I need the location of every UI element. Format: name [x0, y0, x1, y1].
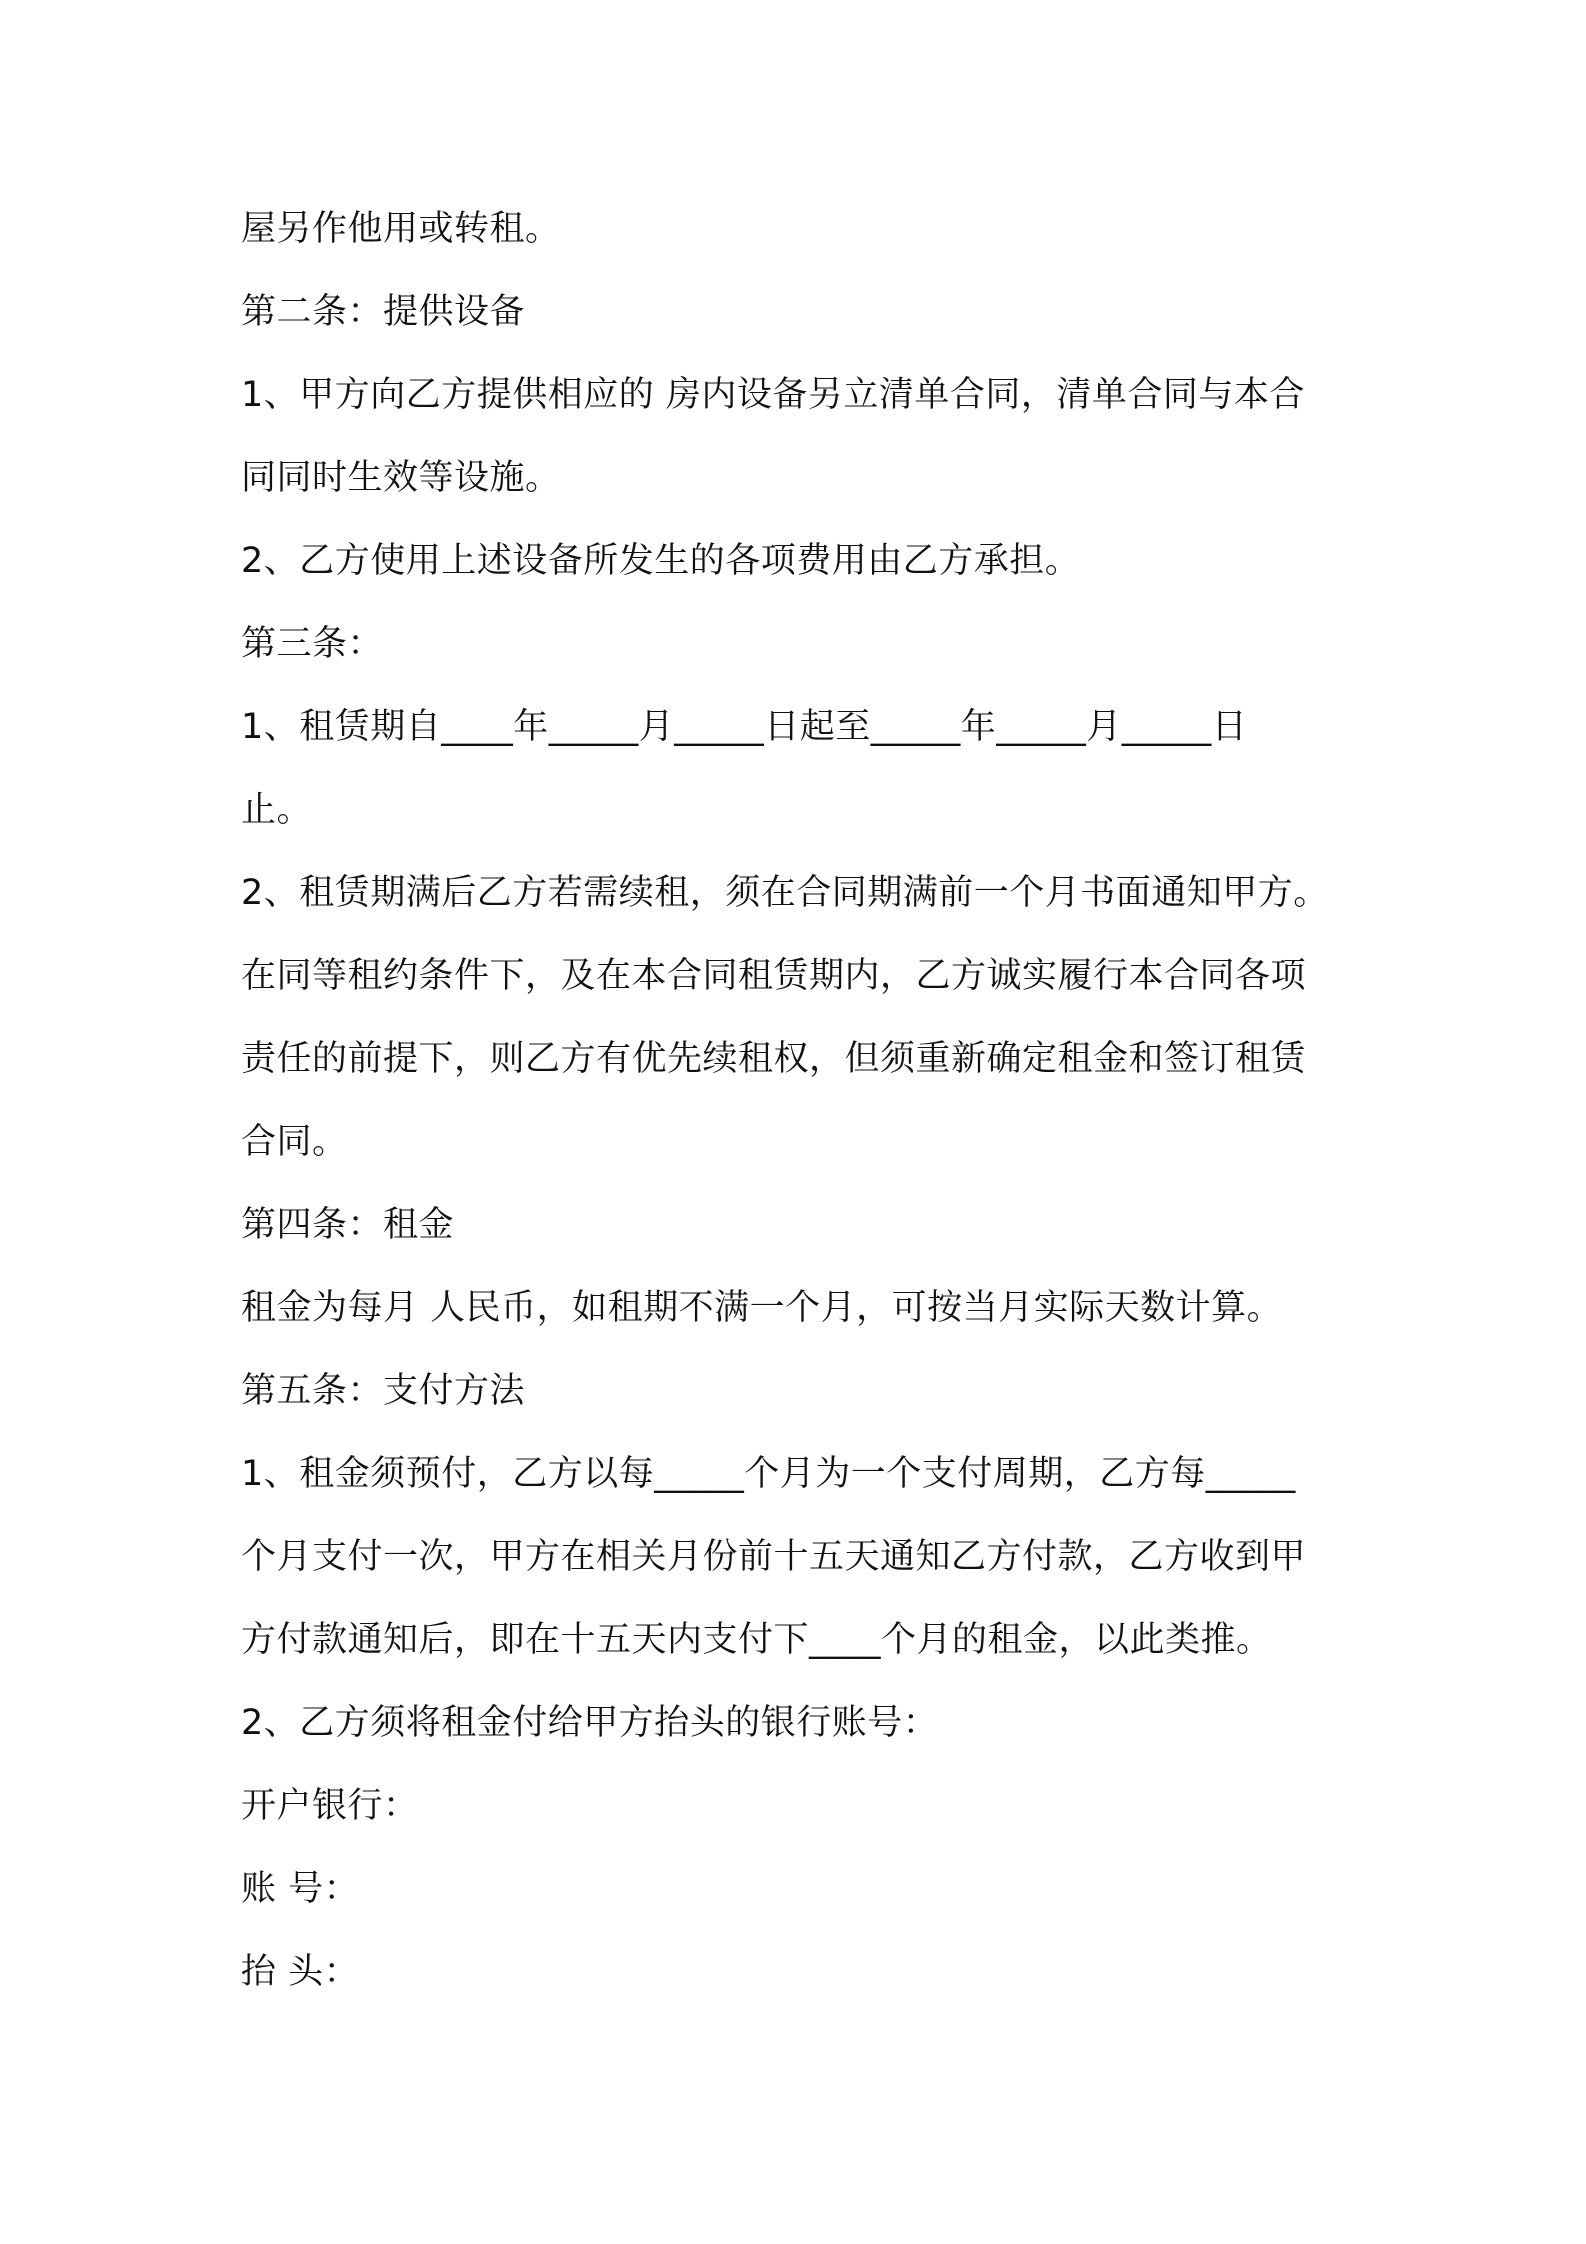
section-heading: 第二条：提供设备	[241, 292, 526, 332]
text-line: 1、甲方向乙方提供相应的 房内设备另立清单合同，清单合同与本合	[241, 375, 1305, 415]
section-heading: 第四条：租金	[241, 1205, 455, 1245]
text-line: 在同等租约条件下，及在本合同租赁期内，乙方诚实履行本合同各项	[241, 956, 1307, 996]
text-line: 2、乙方使用上述设备所发生的各项费用由乙方承担。	[241, 541, 1081, 581]
text-line: 1、租金须预付，乙方以每_____个月为一个支付周期，乙方每_____	[241, 1454, 1296, 1494]
text-line: 个月支付一次，甲方在相关月份前十五天通知乙方付款，乙方收到甲	[241, 1537, 1307, 1577]
account-holder-label: 抬 头：	[241, 1952, 360, 1992]
text-line: 1、租赁期自____年_____月_____日起至_____年_____月_____日	[241, 707, 1248, 747]
text-line: 2、租赁期满后乙方若需续租，须在合同期满前一个月书面通知甲方。	[241, 873, 1329, 913]
section-heading: 第五条：支付方法	[241, 1371, 526, 1411]
text-line: 合同。	[241, 1122, 348, 1162]
text-line: 屋另作他用或转租。	[241, 209, 561, 249]
text-line: 2、乙方须将租金付给甲方抬头的银行账号：	[241, 1703, 939, 1743]
document-body	[241, 196, 1366, 2022]
text-line: 同同时生效等设施。	[241, 458, 561, 498]
text-line: 止。	[241, 790, 313, 830]
account-number-label: 账 号：	[241, 1869, 360, 1909]
text-line: 责任的前提下，则乙方有优先续租权，但须重新确定租金和签订租赁	[241, 1039, 1307, 1079]
text-line: 方付款通知后，即在十五天内支付下____个月的租金，以此类推。	[241, 1620, 1272, 1660]
text-line: 租金为每月 人民币，如租期不满一个月，可按当月实际天数计算。	[241, 1288, 1283, 1328]
bank-name-label: 开户银行：	[241, 1786, 419, 1826]
section-heading: 第三条：	[241, 624, 384, 664]
